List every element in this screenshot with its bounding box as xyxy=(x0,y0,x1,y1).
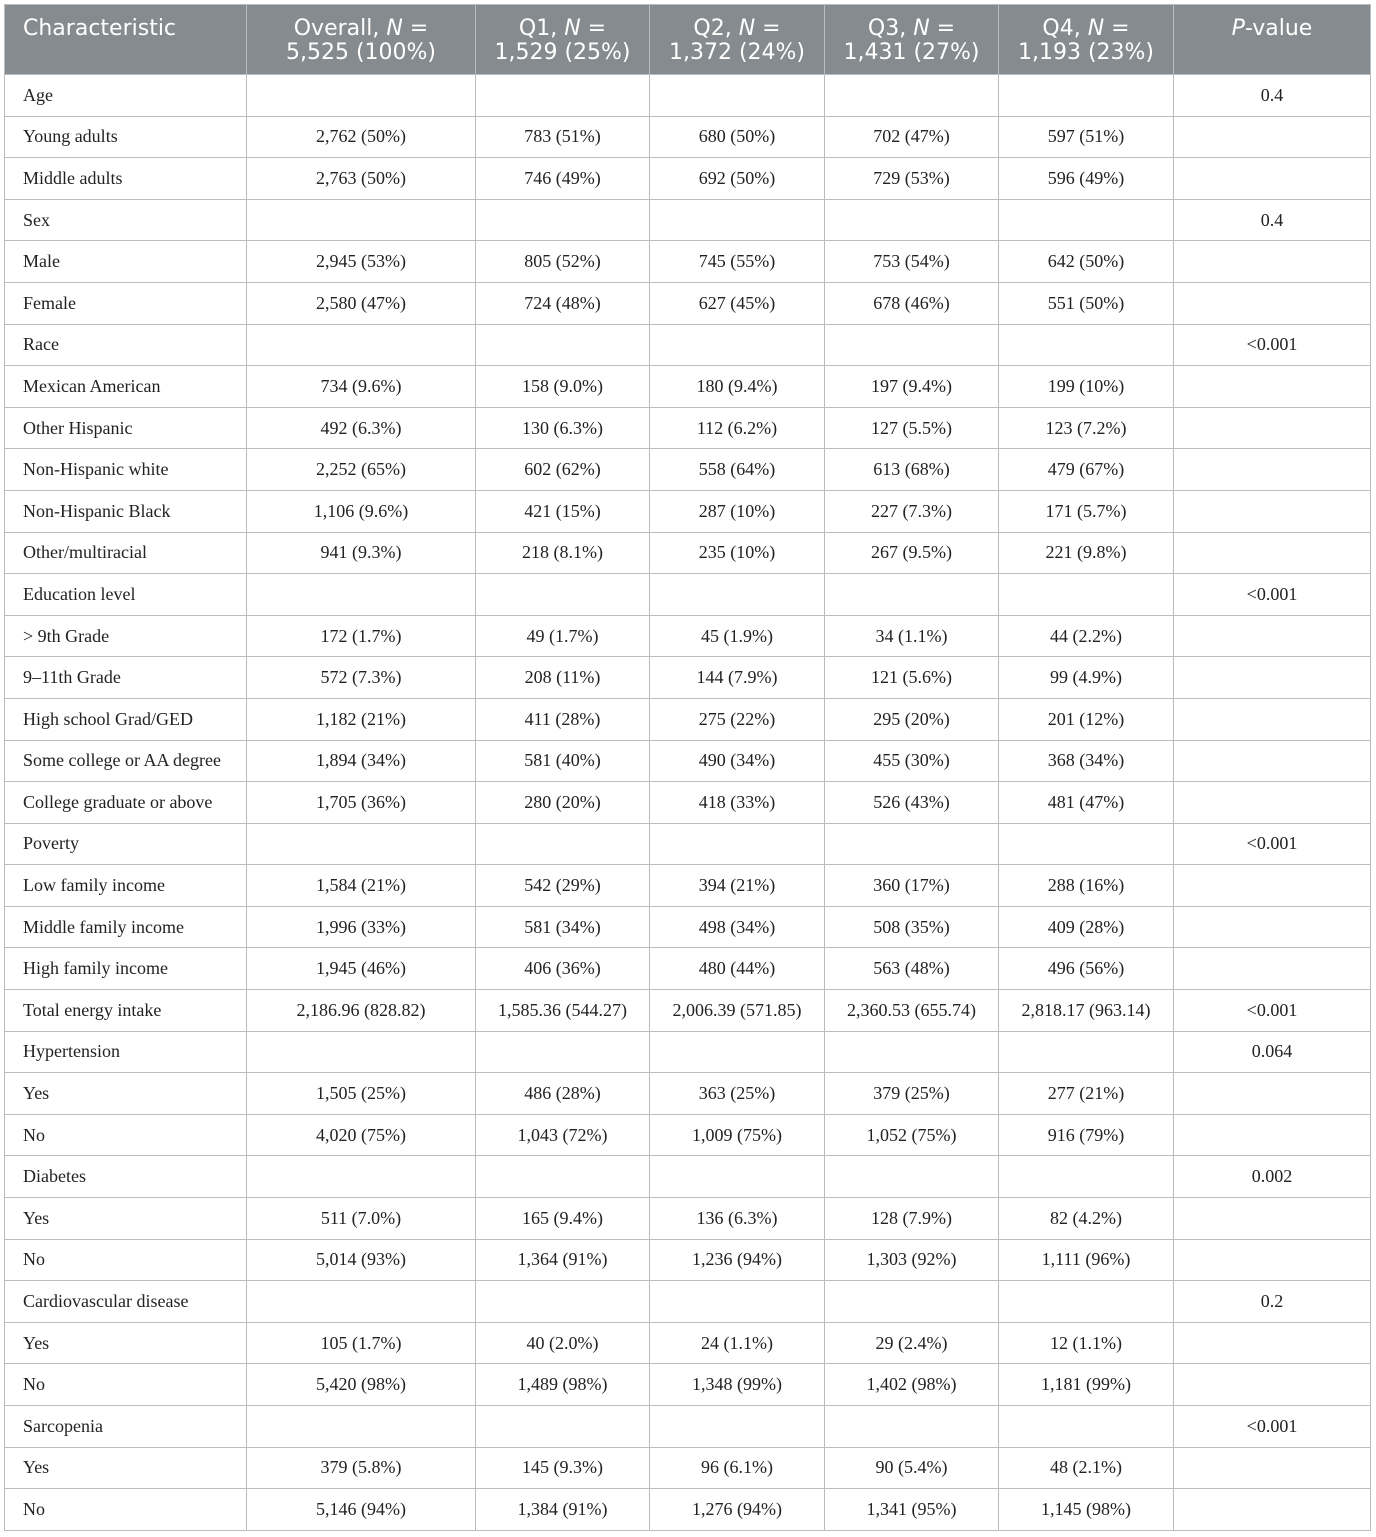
q2-cell: 498 (34%) xyxy=(650,906,825,948)
label-cell: Age xyxy=(5,75,247,117)
table-row xyxy=(5,782,1371,824)
p-value-cell: 0.002 xyxy=(1174,1156,1371,1198)
label-cell: Female xyxy=(5,282,247,324)
label-cell: Other/multiracial xyxy=(5,532,247,574)
overall-cell: 5,014 (93%) xyxy=(247,1239,476,1281)
p-value-cell xyxy=(1174,1198,1371,1240)
q1-cell: 40 (2.0%) xyxy=(476,1322,650,1364)
overall-cell: 1,996 (33%) xyxy=(247,906,476,948)
q4-cell: 12 (1.1%) xyxy=(999,1322,1174,1364)
q3-cell: 379 (25%) xyxy=(825,1073,999,1115)
overall-cell: 1,584 (21%) xyxy=(247,865,476,907)
overall-cell: 572 (7.3%) xyxy=(247,657,476,699)
characteristics-table xyxy=(4,4,1371,1531)
header-q3: Q3, N = 1,431 (27%) xyxy=(825,5,999,75)
q2-cell xyxy=(650,199,825,241)
q1-cell: 280 (20%) xyxy=(476,782,650,824)
q3-cell xyxy=(825,1281,999,1323)
q1-cell: 486 (28%) xyxy=(476,1073,650,1115)
label-cell: > 9th Grade xyxy=(5,615,247,657)
q3-cell: 34 (1.1%) xyxy=(825,615,999,657)
table-row xyxy=(5,1031,1371,1073)
overall-cell: 1,894 (34%) xyxy=(247,740,476,782)
q3-cell: 613 (68%) xyxy=(825,449,999,491)
q1-cell: 421 (15%) xyxy=(476,490,650,532)
q4-cell: 48 (2.1%) xyxy=(999,1447,1174,1489)
q4-cell: 277 (21%) xyxy=(999,1073,1174,1115)
p-value-cell xyxy=(1174,1239,1371,1281)
q3-cell xyxy=(825,324,999,366)
q4-cell: 123 (7.2%) xyxy=(999,407,1174,449)
q4-cell: 201 (12%) xyxy=(999,698,1174,740)
overall-cell xyxy=(247,1031,476,1073)
q4-cell: 1,181 (99%) xyxy=(999,1364,1174,1406)
table-row xyxy=(5,1156,1371,1198)
q3-cell: 1,341 (95%) xyxy=(825,1489,999,1531)
q4-cell: 642 (50%) xyxy=(999,241,1174,283)
q1-cell: 158 (9.0%) xyxy=(476,366,650,408)
q1-cell xyxy=(476,574,650,616)
table-row xyxy=(5,75,1371,117)
label-cell: Sex xyxy=(5,199,247,241)
overall-cell: 941 (9.3%) xyxy=(247,532,476,574)
overall-cell: 492 (6.3%) xyxy=(247,407,476,449)
table-row xyxy=(5,990,1371,1032)
label-cell: Other Hispanic xyxy=(5,407,247,449)
q2-cell: 45 (1.9%) xyxy=(650,615,825,657)
q3-cell: 678 (46%) xyxy=(825,282,999,324)
q2-cell: 692 (50%) xyxy=(650,158,825,200)
p-value-cell xyxy=(1174,1322,1371,1364)
q1-cell: 145 (9.3%) xyxy=(476,1447,650,1489)
q1-cell: 783 (51%) xyxy=(476,116,650,158)
overall-cell: 4,020 (75%) xyxy=(247,1114,476,1156)
p-value-cell xyxy=(1174,782,1371,824)
overall-cell: 2,763 (50%) xyxy=(247,158,476,200)
header-characteristic: Characteristic xyxy=(5,5,247,75)
overall-cell: 2,186.96 (828.82) xyxy=(247,990,476,1032)
q1-cell: 724 (48%) xyxy=(476,282,650,324)
label-cell: Male xyxy=(5,241,247,283)
label-cell: No xyxy=(5,1489,247,1531)
q2-cell: 745 (55%) xyxy=(650,241,825,283)
q2-cell: 1,009 (75%) xyxy=(650,1114,825,1156)
q2-cell: 363 (25%) xyxy=(650,1073,825,1115)
q2-cell: 180 (9.4%) xyxy=(650,366,825,408)
q2-cell: 96 (6.1%) xyxy=(650,1447,825,1489)
q1-cell xyxy=(476,823,650,865)
q4-cell: 99 (4.9%) xyxy=(999,657,1174,699)
p-value-cell xyxy=(1174,532,1371,574)
p-value-cell: <0.001 xyxy=(1174,324,1371,366)
table-row xyxy=(5,698,1371,740)
label-cell: High family income xyxy=(5,948,247,990)
label-cell: Non-Hispanic white xyxy=(5,449,247,491)
q3-cell: 1,402 (98%) xyxy=(825,1364,999,1406)
table-row xyxy=(5,1114,1371,1156)
q3-cell: 702 (47%) xyxy=(825,116,999,158)
q3-cell: 227 (7.3%) xyxy=(825,490,999,532)
q4-cell: 479 (67%) xyxy=(999,449,1174,491)
q3-cell: 753 (54%) xyxy=(825,241,999,283)
p-value-cell: <0.001 xyxy=(1174,1406,1371,1448)
p-value-cell xyxy=(1174,1073,1371,1115)
q1-cell xyxy=(476,1281,650,1323)
q4-cell xyxy=(999,574,1174,616)
label-cell: Mexican American xyxy=(5,366,247,408)
q2-cell: 490 (34%) xyxy=(650,740,825,782)
header-q2: Q2, N = 1,372 (24%) xyxy=(650,5,825,75)
q1-cell: 746 (49%) xyxy=(476,158,650,200)
q3-cell: 29 (2.4%) xyxy=(825,1322,999,1364)
overall-cell xyxy=(247,1156,476,1198)
overall-cell: 5,420 (98%) xyxy=(247,1364,476,1406)
q4-cell: 368 (34%) xyxy=(999,740,1174,782)
q2-cell: 1,236 (94%) xyxy=(650,1239,825,1281)
overall-cell xyxy=(247,1281,476,1323)
q1-cell: 1,043 (72%) xyxy=(476,1114,650,1156)
label-cell: Race xyxy=(5,324,247,366)
p-value-cell: 0.4 xyxy=(1174,199,1371,241)
q1-cell xyxy=(476,1031,650,1073)
table-row xyxy=(5,865,1371,907)
q2-cell: 394 (21%) xyxy=(650,865,825,907)
label-cell: Middle adults xyxy=(5,158,247,200)
label-cell: Yes xyxy=(5,1447,247,1489)
p-value-cell: <0.001 xyxy=(1174,823,1371,865)
table-row xyxy=(5,1364,1371,1406)
table-row xyxy=(5,158,1371,200)
label-cell: Hypertension xyxy=(5,1031,247,1073)
table-row xyxy=(5,407,1371,449)
table-row xyxy=(5,490,1371,532)
p-value-cell xyxy=(1174,740,1371,782)
overall-cell: 1,705 (36%) xyxy=(247,782,476,824)
header-q4: Q4, N = 1,193 (23%) xyxy=(999,5,1174,75)
label-cell: Low family income xyxy=(5,865,247,907)
p-value-cell xyxy=(1174,948,1371,990)
q2-cell xyxy=(650,574,825,616)
label-cell: Yes xyxy=(5,1322,247,1364)
overall-cell: 1,505 (25%) xyxy=(247,1073,476,1115)
q2-cell xyxy=(650,324,825,366)
label-cell: No xyxy=(5,1114,247,1156)
header-overall: Overall, N = 5,525 (100%) xyxy=(247,5,476,75)
overall-cell: 2,252 (65%) xyxy=(247,449,476,491)
label-cell: Diabetes xyxy=(5,1156,247,1198)
label-cell: Education level xyxy=(5,574,247,616)
q3-cell: 2,360.53 (655.74) xyxy=(825,990,999,1032)
p-value-cell xyxy=(1174,241,1371,283)
q2-cell xyxy=(650,1281,825,1323)
table-row xyxy=(5,1281,1371,1323)
label-cell: Sarcopenia xyxy=(5,1406,247,1448)
q2-cell: 24 (1.1%) xyxy=(650,1322,825,1364)
q3-cell xyxy=(825,823,999,865)
q1-cell: 581 (40%) xyxy=(476,740,650,782)
p-value-cell: 0.2 xyxy=(1174,1281,1371,1323)
q1-cell: 581 (34%) xyxy=(476,906,650,948)
table-row xyxy=(5,1447,1371,1489)
q1-cell: 218 (8.1%) xyxy=(476,532,650,574)
q1-cell: 49 (1.7%) xyxy=(476,615,650,657)
header-p-value: P-value xyxy=(1174,5,1371,75)
q3-cell: 128 (7.9%) xyxy=(825,1198,999,1240)
q3-cell xyxy=(825,1406,999,1448)
p-value-cell xyxy=(1174,282,1371,324)
q1-cell xyxy=(476,75,650,117)
q3-cell: 360 (17%) xyxy=(825,865,999,907)
q2-cell: 275 (22%) xyxy=(650,698,825,740)
table-row xyxy=(5,282,1371,324)
q3-cell: 1,303 (92%) xyxy=(825,1239,999,1281)
q2-cell: 627 (45%) xyxy=(650,282,825,324)
label-cell: Total energy intake xyxy=(5,990,247,1032)
q4-cell xyxy=(999,1406,1174,1448)
label-cell: College graduate or above xyxy=(5,782,247,824)
p-value-cell xyxy=(1174,615,1371,657)
q3-cell: 526 (43%) xyxy=(825,782,999,824)
p-value-cell xyxy=(1174,698,1371,740)
table-row xyxy=(5,574,1371,616)
table-body xyxy=(5,75,1371,1531)
q4-cell: 481 (47%) xyxy=(999,782,1174,824)
overall-cell: 2,945 (53%) xyxy=(247,241,476,283)
table-row xyxy=(5,823,1371,865)
overall-cell: 2,580 (47%) xyxy=(247,282,476,324)
label-cell: No xyxy=(5,1364,247,1406)
table-row xyxy=(5,1073,1371,1115)
q1-cell: 165 (9.4%) xyxy=(476,1198,650,1240)
p-value-cell xyxy=(1174,1489,1371,1531)
overall-cell xyxy=(247,574,476,616)
table-row xyxy=(5,1489,1371,1531)
overall-cell: 105 (1.7%) xyxy=(247,1322,476,1364)
table-row xyxy=(5,1406,1371,1448)
q3-cell: 197 (9.4%) xyxy=(825,366,999,408)
q1-cell: 1,585.36 (544.27) xyxy=(476,990,650,1032)
q2-cell: 418 (33%) xyxy=(650,782,825,824)
overall-cell: 734 (9.6%) xyxy=(247,366,476,408)
q4-cell xyxy=(999,823,1174,865)
p-value-cell xyxy=(1174,1364,1371,1406)
p-value-cell xyxy=(1174,407,1371,449)
q3-cell xyxy=(825,75,999,117)
q2-cell xyxy=(650,1031,825,1073)
q4-cell: 221 (9.8%) xyxy=(999,532,1174,574)
p-value-cell xyxy=(1174,1447,1371,1489)
table-row xyxy=(5,1239,1371,1281)
overall-cell: 5,146 (94%) xyxy=(247,1489,476,1531)
label-cell: Young adults xyxy=(5,116,247,158)
q3-cell: 729 (53%) xyxy=(825,158,999,200)
q3-cell xyxy=(825,1156,999,1198)
table-row xyxy=(5,199,1371,241)
table-row xyxy=(5,116,1371,158)
p-value-cell xyxy=(1174,1114,1371,1156)
q2-cell: 136 (6.3%) xyxy=(650,1198,825,1240)
p-value-cell xyxy=(1174,657,1371,699)
overall-cell: 172 (1.7%) xyxy=(247,615,476,657)
q2-cell xyxy=(650,1156,825,1198)
q3-cell: 121 (5.6%) xyxy=(825,657,999,699)
overall-cell xyxy=(247,1406,476,1448)
q4-cell: 596 (49%) xyxy=(999,158,1174,200)
q3-cell: 508 (35%) xyxy=(825,906,999,948)
q1-cell: 602 (62%) xyxy=(476,449,650,491)
q2-cell xyxy=(650,75,825,117)
p-value-cell xyxy=(1174,158,1371,200)
p-value-cell xyxy=(1174,906,1371,948)
q4-cell xyxy=(999,1156,1174,1198)
label-cell: Middle family income xyxy=(5,906,247,948)
q1-cell: 805 (52%) xyxy=(476,241,650,283)
p-value-cell xyxy=(1174,366,1371,408)
header-q1: Q1, N = 1,529 (25%) xyxy=(476,5,650,75)
q3-cell xyxy=(825,1031,999,1073)
q4-cell: 199 (10%) xyxy=(999,366,1174,408)
q4-cell: 1,111 (96%) xyxy=(999,1239,1174,1281)
q4-cell: 82 (4.2%) xyxy=(999,1198,1174,1240)
label-cell: 9–11th Grade xyxy=(5,657,247,699)
q2-cell: 144 (7.9%) xyxy=(650,657,825,699)
q3-cell xyxy=(825,574,999,616)
q2-cell: 2,006.39 (571.85) xyxy=(650,990,825,1032)
q2-cell: 480 (44%) xyxy=(650,948,825,990)
q4-cell: 916 (79%) xyxy=(999,1114,1174,1156)
table-row xyxy=(5,948,1371,990)
q3-cell: 563 (48%) xyxy=(825,948,999,990)
q1-cell: 208 (11%) xyxy=(476,657,650,699)
q4-cell: 551 (50%) xyxy=(999,282,1174,324)
table-header-row xyxy=(5,5,1371,75)
overall-cell: 511 (7.0%) xyxy=(247,1198,476,1240)
q4-cell xyxy=(999,324,1174,366)
p-value-cell xyxy=(1174,116,1371,158)
table-row xyxy=(5,366,1371,408)
q4-cell: 288 (16%) xyxy=(999,865,1174,907)
q2-cell xyxy=(650,823,825,865)
q4-cell: 1,145 (98%) xyxy=(999,1489,1174,1531)
label-cell: Yes xyxy=(5,1198,247,1240)
q2-cell: 112 (6.2%) xyxy=(650,407,825,449)
q1-cell xyxy=(476,1406,650,1448)
q2-cell: 680 (50%) xyxy=(650,116,825,158)
p-value-cell: <0.001 xyxy=(1174,574,1371,616)
q4-cell xyxy=(999,75,1174,117)
q1-cell: 130 (6.3%) xyxy=(476,407,650,449)
q3-cell xyxy=(825,199,999,241)
q3-cell: 295 (20%) xyxy=(825,698,999,740)
q4-cell xyxy=(999,1281,1174,1323)
p-value-cell: 0.4 xyxy=(1174,75,1371,117)
overall-cell: 379 (5.8%) xyxy=(247,1447,476,1489)
q4-cell: 409 (28%) xyxy=(999,906,1174,948)
label-cell: Poverty xyxy=(5,823,247,865)
q4-cell: 2,818.17 (963.14) xyxy=(999,990,1174,1032)
overall-cell xyxy=(247,324,476,366)
overall-cell xyxy=(247,823,476,865)
overall-cell: 2,762 (50%) xyxy=(247,116,476,158)
q1-cell xyxy=(476,1156,650,1198)
p-value-cell: 0.064 xyxy=(1174,1031,1371,1073)
q2-cell: 1,348 (99%) xyxy=(650,1364,825,1406)
label-cell: Some college or AA degree xyxy=(5,740,247,782)
label-cell: Cardiovascular disease xyxy=(5,1281,247,1323)
q1-cell: 1,489 (98%) xyxy=(476,1364,650,1406)
p-value-cell: <0.001 xyxy=(1174,990,1371,1032)
table-row xyxy=(5,1198,1371,1240)
overall-cell xyxy=(247,75,476,117)
label-cell: Non-Hispanic Black xyxy=(5,490,247,532)
q1-cell: 411 (28%) xyxy=(476,698,650,740)
table-row xyxy=(5,532,1371,574)
table-row xyxy=(5,906,1371,948)
label-cell: High school Grad/GED xyxy=(5,698,247,740)
overall-cell xyxy=(247,199,476,241)
p-value-cell xyxy=(1174,490,1371,532)
q2-cell xyxy=(650,1406,825,1448)
table-row xyxy=(5,615,1371,657)
q1-cell: 1,364 (91%) xyxy=(476,1239,650,1281)
q1-cell: 542 (29%) xyxy=(476,865,650,907)
table-row xyxy=(5,1322,1371,1364)
p-value-cell xyxy=(1174,865,1371,907)
q3-cell: 1,052 (75%) xyxy=(825,1114,999,1156)
q3-cell: 455 (30%) xyxy=(825,740,999,782)
q1-cell xyxy=(476,199,650,241)
q4-cell: 496 (56%) xyxy=(999,948,1174,990)
label-cell: No xyxy=(5,1239,247,1281)
q4-cell: 44 (2.2%) xyxy=(999,615,1174,657)
q4-cell xyxy=(999,199,1174,241)
q4-cell: 171 (5.7%) xyxy=(999,490,1174,532)
overall-cell: 1,182 (21%) xyxy=(247,698,476,740)
table-row xyxy=(5,241,1371,283)
q2-cell: 287 (10%) xyxy=(650,490,825,532)
q1-cell: 406 (36%) xyxy=(476,948,650,990)
table-row xyxy=(5,740,1371,782)
overall-cell: 1,945 (46%) xyxy=(247,948,476,990)
label-cell: Yes xyxy=(5,1073,247,1115)
q2-cell: 558 (64%) xyxy=(650,449,825,491)
table-row xyxy=(5,324,1371,366)
q1-cell: 1,384 (91%) xyxy=(476,1489,650,1531)
q2-cell: 235 (10%) xyxy=(650,532,825,574)
q3-cell: 90 (5.4%) xyxy=(825,1447,999,1489)
q1-cell xyxy=(476,324,650,366)
q4-cell xyxy=(999,1031,1174,1073)
q4-cell: 597 (51%) xyxy=(999,116,1174,158)
table-row xyxy=(5,657,1371,699)
p-value-cell xyxy=(1174,449,1371,491)
table-row xyxy=(5,449,1371,491)
overall-cell: 1,106 (9.6%) xyxy=(247,490,476,532)
q3-cell: 127 (5.5%) xyxy=(825,407,999,449)
q2-cell: 1,276 (94%) xyxy=(650,1489,825,1531)
q3-cell: 267 (9.5%) xyxy=(825,532,999,574)
